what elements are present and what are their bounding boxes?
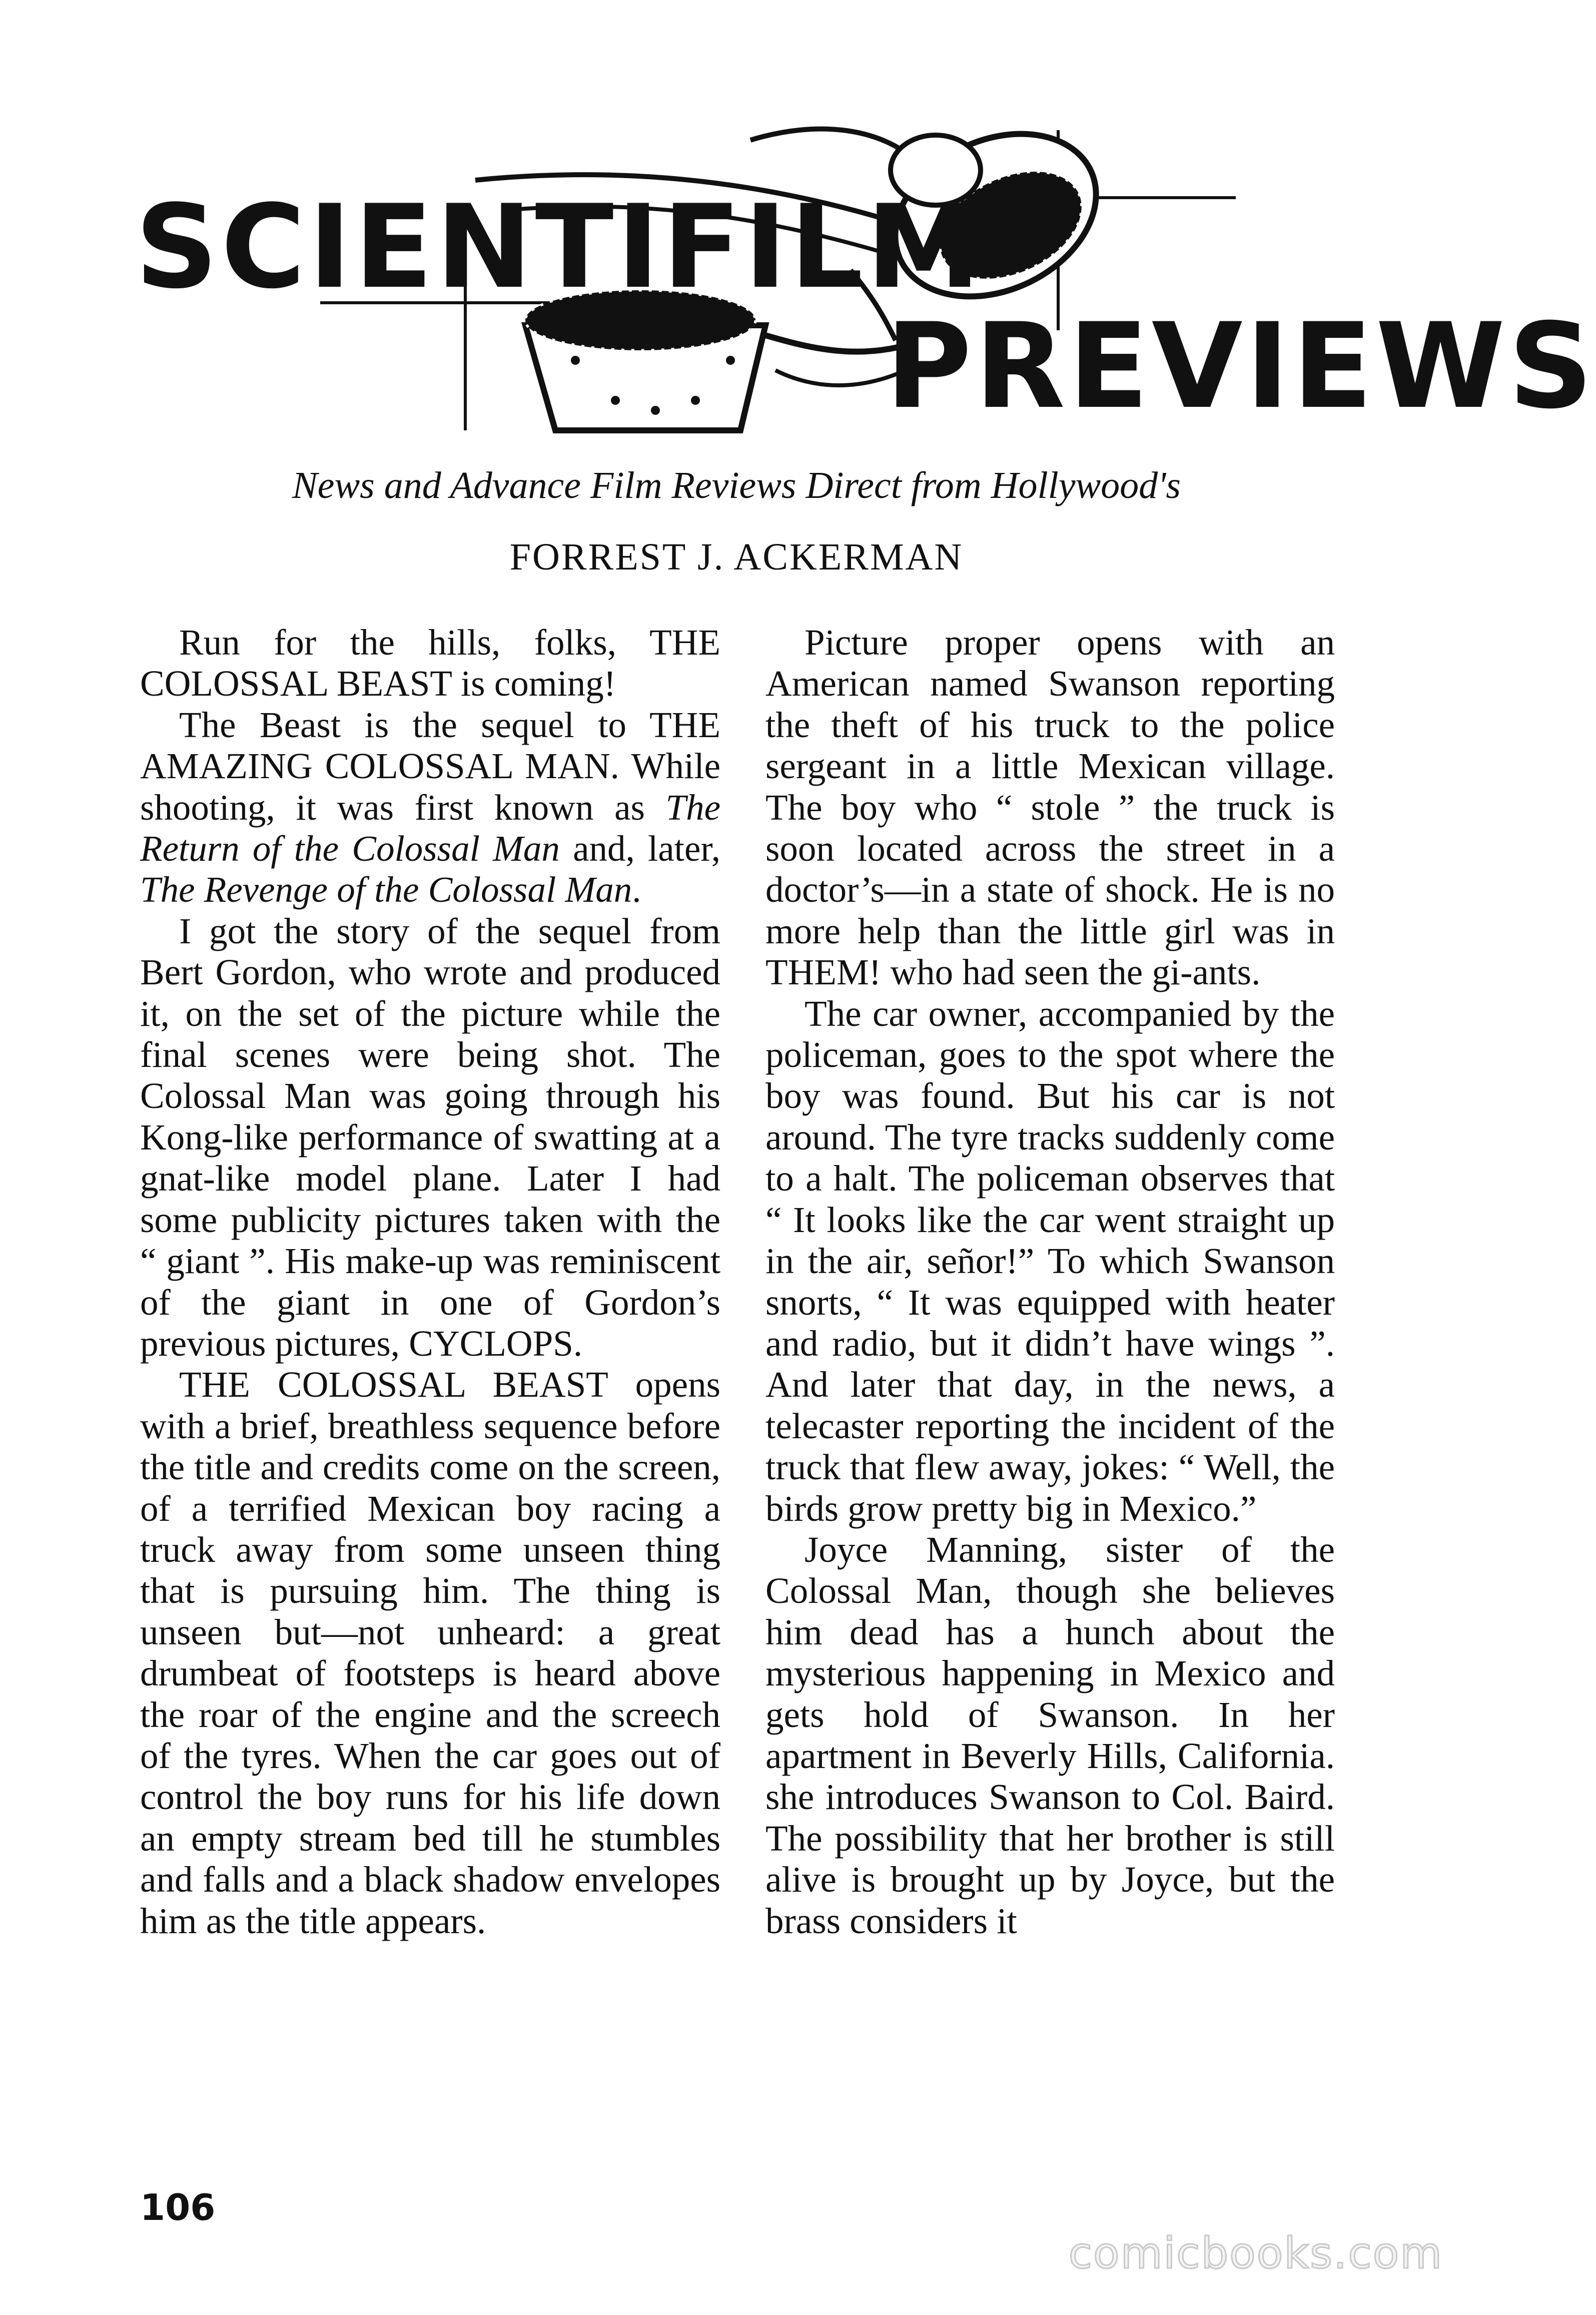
column-subtitle: News and Advance Film Reviews Direct from Hollywood's	[292, 464, 1181, 506]
logo-word-scientifilm: SCIENTIFILM	[135, 181, 984, 314]
paragraph: THE COLOSSAL BEAST opens with a brief, breathless sequence before the title and credits come on the screen, of a terrified Mexican boy racing a truck away from some unseen thing that is pursuing him. The thing is unseen but—not unheard: a great drumbeat of footsteps is heard above the roar of the engine and the screech of the tyres. When the car goes out of control the boy runs for his life down an empty stream bed till he stumbles and falls and a black shadow envelopes him as the title appears.	[140, 1364, 720, 1941]
paragraph: Picture proper opens with an American named Swanson reporting the theft of his truck to the police sergeant in a little Mexican village. The boy who “ stole ” the truck is soon located across the street in a doctor’s—in a state of shock. He is no more help than the little girl was in THEM! who had seen the gi-ants.	[765, 622, 1335, 993]
paragraph: I got the story of the sequel from Bert Gordon, who wrote and produced it, on the set of the picture while the final scenes were being shot. The Colossal Man was going through his Kong-like performance of swatting at a gnat-like model plane. Later I had some publicity pictures taken with the “ giant ”. His make-up was reminiscent of the giant in one of Gordon’s previous pictures, CYCLOPS.	[140, 910, 720, 1364]
paragraph: Joyce Manning, sister of the Colossal Man, though she believes him dead has a hunch about the mysterious happening in Mexico and gets hold of Swanson. In her apartment in Beverly Hills, California. she introduces Swanson to Col. Baird. The possibility that her brother is still alive is brought up by Joyce, but the brass considers it	[765, 1529, 1335, 1941]
site-watermark: comicbooks.com	[1068, 2228, 1443, 2278]
scientifilm-previews-logo	[125, 110, 1596, 460]
logo-word-previews: PREVIEWS	[886, 298, 1596, 435]
page-number: 106	[140, 2186, 216, 2228]
paragraph: Run for the hills, folks, THE COLOSSAL BEAST is coming!	[140, 622, 720, 704]
article-column-right	[765, 622, 1335, 1942]
film-title: The Return of the Colossal Man	[140, 787, 720, 869]
paragraph-text: The Beast is the sequel to THE AMAZING COLOSSAL MAN. While shooting, it was first known as	[140, 704, 720, 828]
paragraph: The car owner, accompanied by the policeman, goes to the spot where the boy was found. But his car is not around. The tyre tracks suddenly come to a halt. The policeman observes that “ It looks like the car went straight up in the air, señor!” To which Swanson snorts, “ It was equipped with heater and radio, but it didn’t have wings ”. And later that day, in the news, a telecaster reporting the incident of the truck that flew away, jokes: “ Well, the birds grow pretty big in Mexico.”	[765, 993, 1335, 1529]
paragraph-text: and, later,	[559, 828, 720, 869]
paragraph-text: .	[632, 869, 641, 910]
film-title: The Revenge of the Colossal Man	[140, 869, 632, 910]
paragraph	[140, 705, 720, 911]
author-byline: FORREST J. ACKERMAN	[509, 536, 964, 578]
article-column-left	[140, 622, 720, 1942]
